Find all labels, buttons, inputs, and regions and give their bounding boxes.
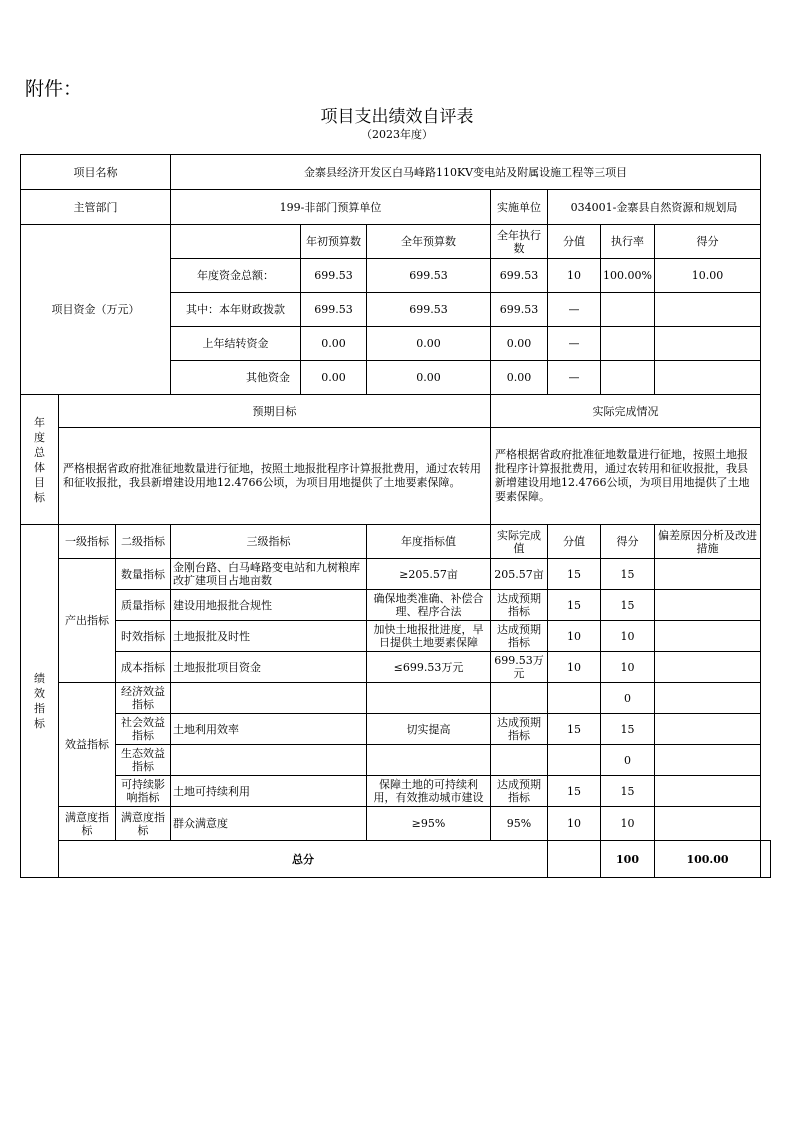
total-row	[21, 841, 771, 878]
page-title: 项目支出绩效自评表	[320, 107, 474, 127]
got-cell: 15	[601, 714, 655, 745]
note-cell	[655, 776, 761, 807]
total-score: 100	[601, 841, 655, 878]
total-got: 100.00	[655, 841, 761, 878]
project-name-label: 项目名称	[21, 155, 171, 190]
funds-cell: 10.00	[655, 259, 761, 293]
indicator-header: 得分	[601, 525, 655, 559]
output-label: 产出指标	[59, 559, 116, 683]
l2-cell: 时效指标	[116, 621, 171, 652]
got-cell: 10	[601, 652, 655, 683]
indicator-row	[21, 652, 771, 683]
funds-cell: 699.53	[491, 293, 548, 327]
funds-cell: —	[548, 327, 601, 361]
funds-header: 全年预算数	[367, 225, 491, 259]
score-cell: 15	[548, 590, 601, 621]
l2-cell: 数量指标	[116, 559, 171, 590]
l2-cell: 满意度指标	[116, 807, 171, 841]
goal-content-row	[21, 428, 771, 525]
funds-cell: 699.53	[367, 259, 491, 293]
indicator-row	[21, 807, 771, 841]
funds-row-name: 其中：本年财政拨款	[171, 293, 301, 327]
impl-unit-label: 实施单位	[491, 190, 548, 225]
funds-cell: 699.53	[301, 259, 367, 293]
goal-label: 年度总体目标	[21, 395, 59, 525]
indicator-row	[21, 776, 771, 807]
goal-expected-label: 预期目标	[59, 395, 491, 428]
actual-cell: 699.53万元	[491, 652, 548, 683]
indicator-header: 年度指标值	[367, 525, 491, 559]
goal-actual-label: 实际完成情况	[491, 395, 761, 428]
got-cell: 15	[601, 559, 655, 590]
target-cell: ≤699.53万元	[367, 652, 491, 683]
funds-cell	[601, 361, 655, 395]
funds-header: 分值	[548, 225, 601, 259]
score-cell: 15	[548, 714, 601, 745]
got-cell: 10	[601, 621, 655, 652]
funds-cell: 0.00	[491, 327, 548, 361]
score-cell: 10	[548, 807, 601, 841]
target-cell: 保障土地的可持续利用，有效推动城市建设	[367, 776, 491, 807]
score-cell: 15	[548, 559, 601, 590]
got-cell: 10	[601, 807, 655, 841]
actual-cell: 95%	[491, 807, 548, 841]
total-note	[761, 841, 771, 878]
dept-label: 主管部门	[21, 190, 171, 225]
funds-header: 全年执行数	[491, 225, 548, 259]
indicator-header: 三级指标	[171, 525, 367, 559]
funds-cell	[655, 361, 761, 395]
indicator-row	[21, 745, 771, 776]
indicator-header: 二级指标	[116, 525, 171, 559]
funds-cell: 0.00	[301, 327, 367, 361]
note-cell	[655, 714, 761, 745]
l3-cell: 建设用地报批合规性	[171, 590, 367, 621]
total-blank	[548, 841, 601, 878]
actual-cell: 达成预期指标	[491, 714, 548, 745]
score-cell: 10	[548, 621, 601, 652]
project-name-value: 金寨县经济开发区白马峰路110KV变电站及附属设施工程等三项目	[171, 155, 761, 190]
l3-cell	[171, 683, 367, 714]
funds-cell: 699.53	[301, 293, 367, 327]
funds-header: 得分	[655, 225, 761, 259]
note-cell	[655, 745, 761, 776]
funds-cell: 0.00	[367, 361, 491, 395]
note-cell	[655, 683, 761, 714]
score-cell: 10	[548, 652, 601, 683]
actual-cell: 205.57亩	[491, 559, 548, 590]
funds-cell: 10	[548, 259, 601, 293]
funds-cell: —	[548, 361, 601, 395]
target-cell: 确保地类准确、补偿合理、程序合法	[367, 590, 491, 621]
indicator-header: 偏差原因分析及改进措施	[655, 525, 761, 559]
actual-cell: 达成预期指标	[491, 621, 548, 652]
got-cell: 15	[601, 776, 655, 807]
total-label: 总分	[59, 841, 548, 878]
note-cell	[655, 621, 761, 652]
target-cell: 加快土地报批进度，早日提供土地要素保障	[367, 621, 491, 652]
impl-unit-value: 034001-金寨县自然资源和规划局	[548, 190, 761, 225]
target-cell: ≥205.57亩	[367, 559, 491, 590]
indicator-header: 分值	[548, 525, 601, 559]
report-year: （2023年度）	[361, 128, 433, 141]
indicator-header: 实际完成值	[491, 525, 548, 559]
actual-cell: 达成预期指标	[491, 590, 548, 621]
funds-cell: 699.53	[491, 259, 548, 293]
score-cell	[548, 745, 601, 776]
attachment-label: 附件：	[25, 78, 83, 100]
got-cell: 0	[601, 745, 655, 776]
funds-label: 项目资金（万元）	[21, 225, 171, 395]
funds-cell	[655, 293, 761, 327]
l2-cell: 质量指标	[116, 590, 171, 621]
funds-row-name: 年度资金总额：	[171, 259, 301, 293]
l2-cell: 可持续影响指标	[116, 776, 171, 807]
got-cell: 15	[601, 590, 655, 621]
l2-cell: 经济效益指标	[116, 683, 171, 714]
indicator-row	[21, 621, 771, 652]
target-cell	[367, 745, 491, 776]
goal-actual-text: 严格根据省政府批准征地数量进行征地，按照土地报批程序计算报批费用，通过农转用和征收报批，我县新增建设用地12.4766公顷，为项目用地提供了土地要素保障。	[491, 428, 761, 525]
score-cell: 15	[548, 776, 601, 807]
dept-value: 199-非部门预算单位	[171, 190, 491, 225]
note-cell	[655, 807, 761, 841]
satisfaction-label: 满意度指标	[59, 807, 116, 841]
indicator-header-row	[21, 525, 771, 559]
funds-cell: 699.53	[367, 293, 491, 327]
goal-expected-text: 严格根据省政府批准征地数量进行征地，按照土地报批程序计算报批费用，通过农转用和征收报批，我县新增建设用地12.4766公顷，为项目用地提供了土地要素保障。	[59, 428, 491, 525]
goal-header-row	[21, 395, 771, 428]
actual-cell	[491, 683, 548, 714]
l2-cell: 社会效益指标	[116, 714, 171, 745]
note-cell	[655, 559, 761, 590]
indicator-header: 一级指标	[59, 525, 116, 559]
funds-header-blank	[171, 225, 301, 259]
indicator-row	[21, 714, 771, 745]
funds-header: 执行率	[601, 225, 655, 259]
funds-header-row	[21, 225, 771, 259]
l3-cell: 群众满意度	[171, 807, 367, 841]
l3-cell: 土地利用效率	[171, 714, 367, 745]
target-cell: 切实提高	[367, 714, 491, 745]
funds-header: 年初预算数	[301, 225, 367, 259]
department-row	[21, 190, 771, 225]
target-cell	[367, 683, 491, 714]
funds-row-name: 其他资金	[171, 361, 301, 395]
funds-cell: 0.00	[491, 361, 548, 395]
got-cell: 0	[601, 683, 655, 714]
score-cell	[548, 683, 601, 714]
funds-cell	[601, 327, 655, 361]
funds-cell	[655, 327, 761, 361]
l2-cell: 生态效益指标	[116, 745, 171, 776]
funds-cell	[601, 293, 655, 327]
funds-cell: 100.00%	[601, 259, 655, 293]
l2-cell: 成本指标	[116, 652, 171, 683]
benefit-label: 效益指标	[59, 683, 116, 807]
target-cell: ≥95%	[367, 807, 491, 841]
l3-cell	[171, 745, 367, 776]
indicator-row	[21, 559, 771, 590]
l3-cell: 土地报批及时性	[171, 621, 367, 652]
actual-cell	[491, 745, 548, 776]
note-cell	[655, 590, 761, 621]
l3-cell: 土地可持续利用	[171, 776, 367, 807]
funds-cell: 0.00	[301, 361, 367, 395]
funds-cell: —	[548, 293, 601, 327]
indicators-label: 绩效指标	[21, 525, 59, 878]
performance-table	[20, 154, 771, 878]
note-cell	[655, 652, 761, 683]
actual-cell: 达成预期指标	[491, 776, 548, 807]
project-name-row	[21, 155, 771, 190]
l3-cell: 土地报批项目资金	[171, 652, 367, 683]
funds-cell: 0.00	[367, 327, 491, 361]
funds-row-name: 上年结转资金	[171, 327, 301, 361]
l3-cell: 金刚台路、白马峰路变电站和九树粮库改扩建项目占地亩数	[171, 559, 367, 590]
indicator-row	[21, 590, 771, 621]
indicator-row	[21, 683, 771, 714]
